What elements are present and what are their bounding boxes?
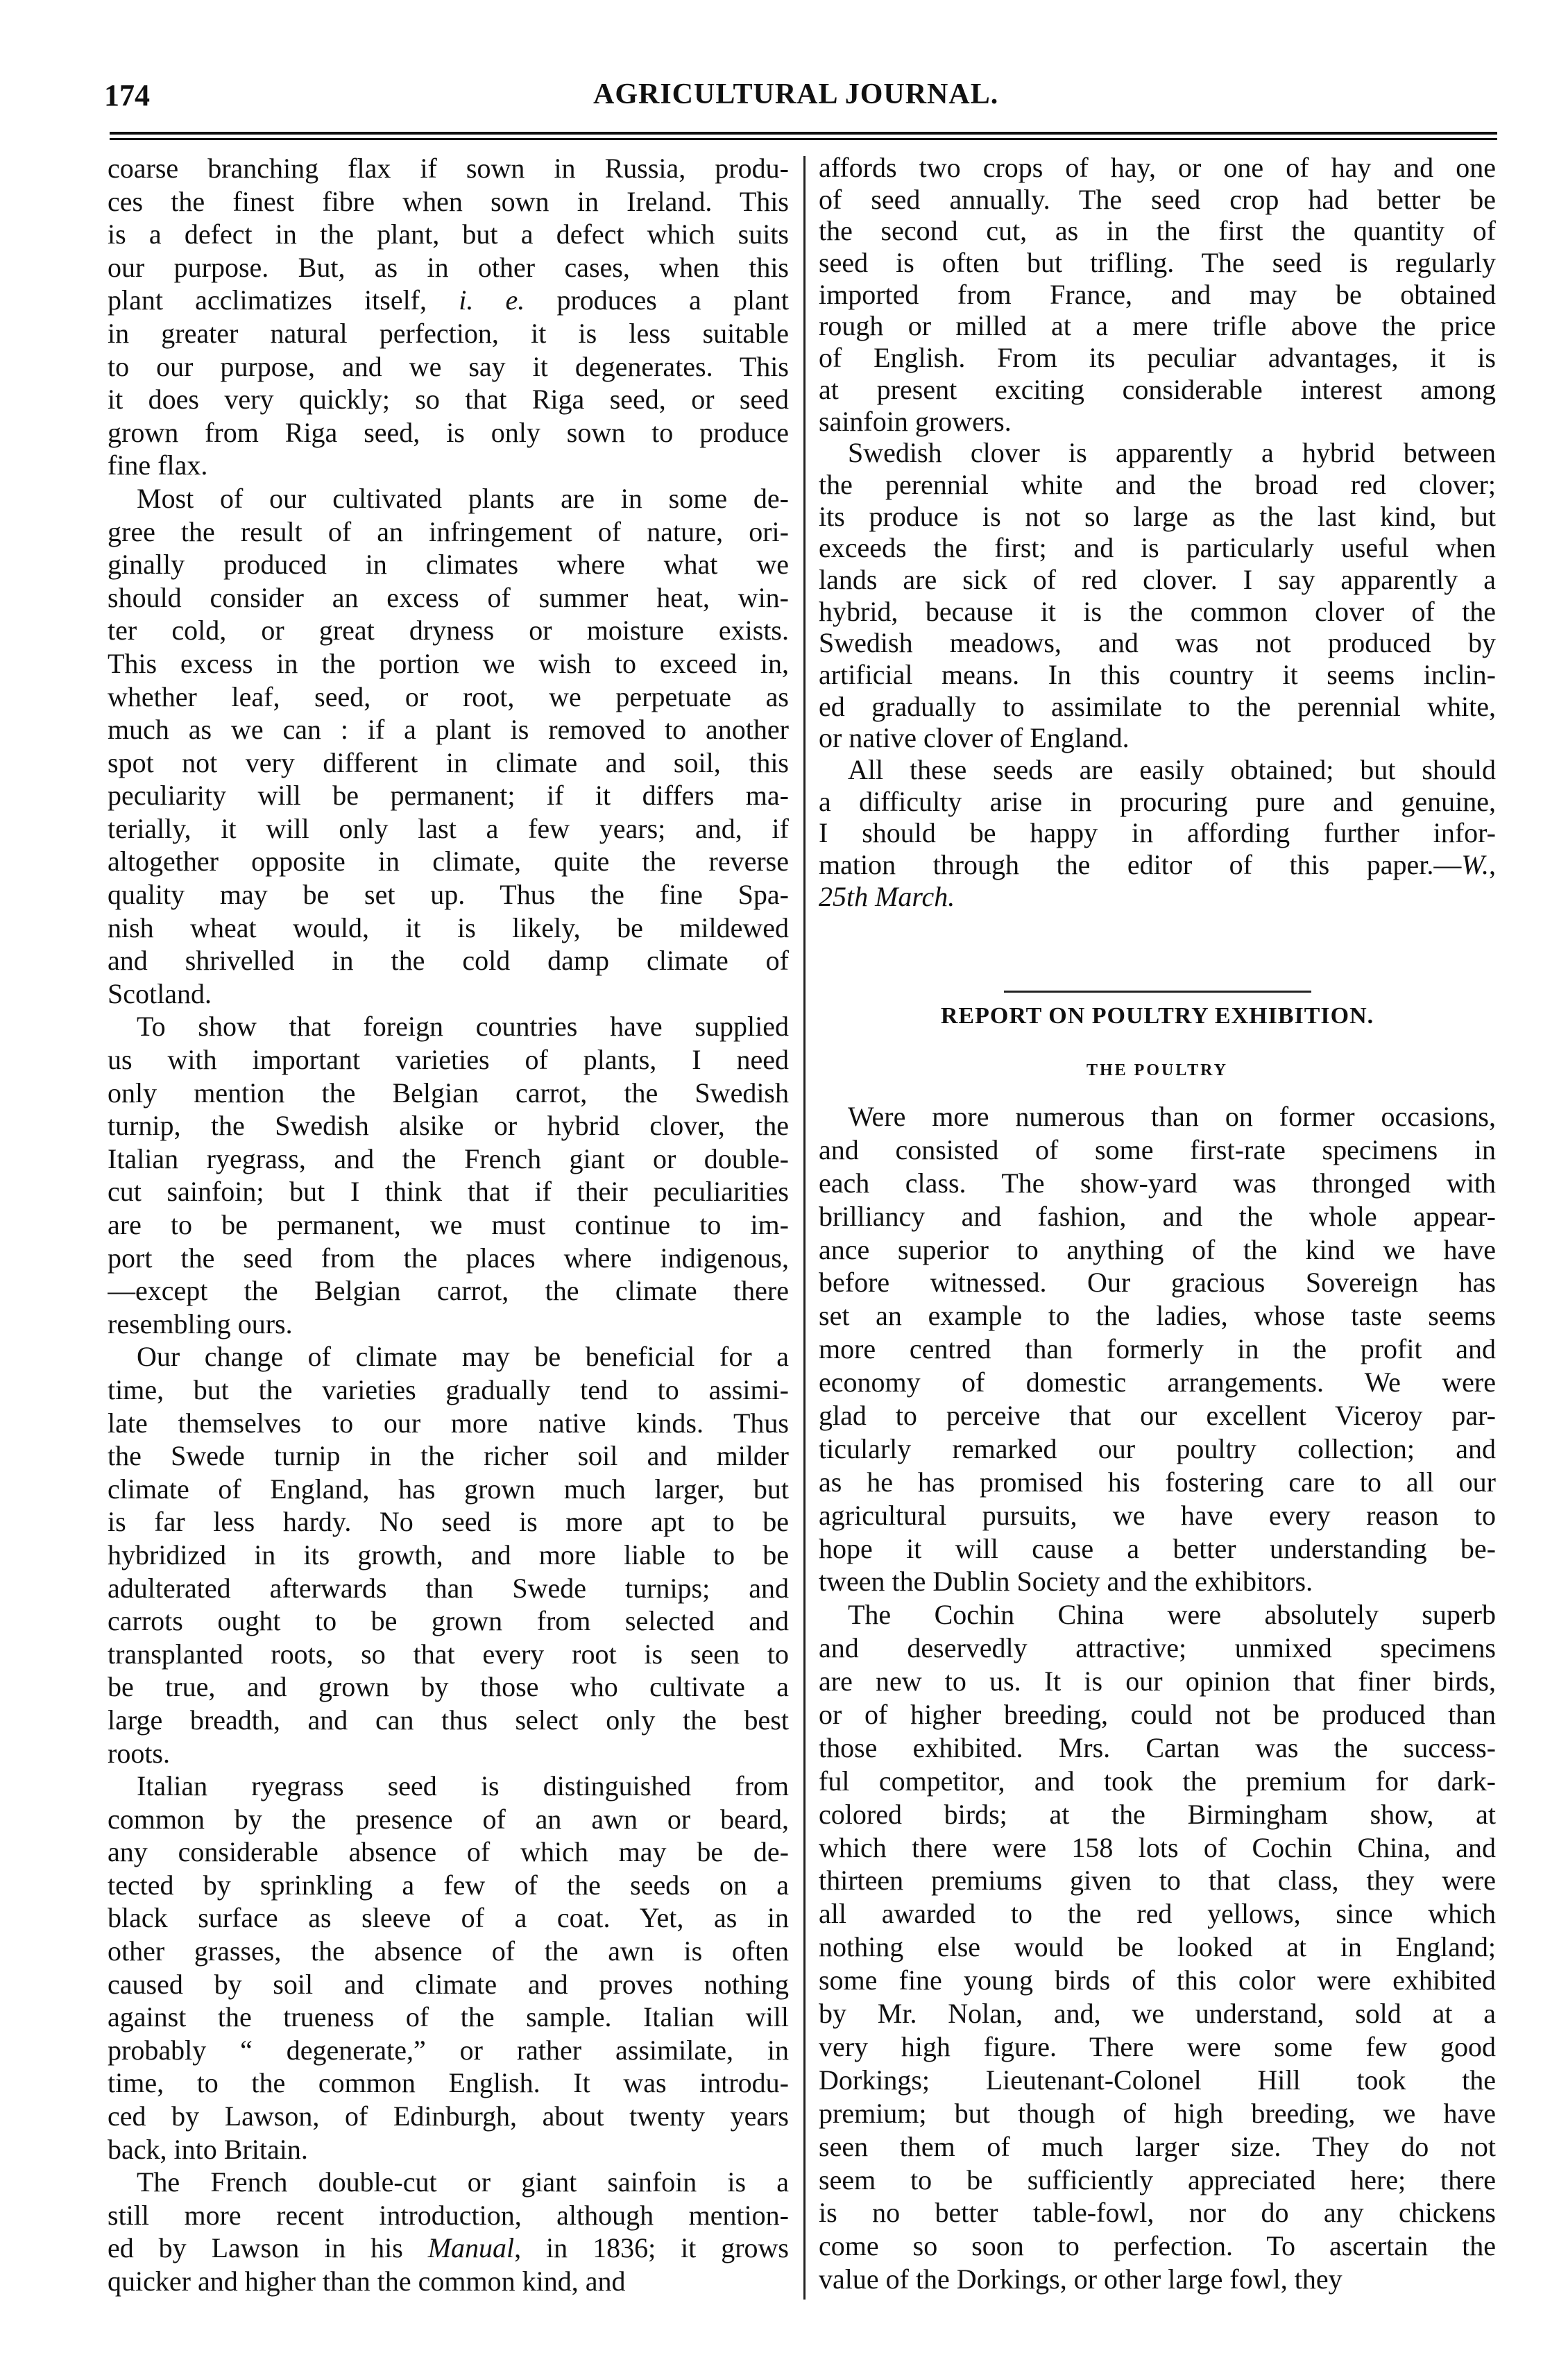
text-line: —except the Belgian carrot, the climate there (108, 1275, 789, 1307)
text-line: our purpose. But, as in other cases, when this (108, 251, 789, 283)
right-column-bottom (819, 1100, 1496, 2296)
text-line: ced by Lawson, of Edinburgh, about twenty years (108, 2100, 789, 2132)
text-line: other grasses, the absence of the awn is often (108, 1935, 789, 1967)
text-line: nish wheat would, it is likely, be mildewed (108, 911, 789, 943)
text-line: come so soon to perfection. To ascertain the (819, 2230, 1496, 2262)
text-line: sainfoin growers. (819, 405, 1012, 437)
text-line: be true, and grown by those who cultivate a (108, 1671, 789, 1703)
text-line: Most of our cultivated plants are in some de- (137, 482, 789, 514)
text-line: more centred than formerly in the profit and (819, 1333, 1496, 1365)
text-line: some fine young birds of this color were exhibited (819, 1964, 1496, 1996)
paragraph (108, 1010, 789, 1340)
text-line: Italian ryegrass seed is distinguished from (137, 1770, 789, 1802)
paragraph (819, 754, 1496, 912)
text-line: spot not very different in climate and soil, this (108, 746, 789, 778)
text-line: or native clover of England. (819, 722, 1130, 754)
text-line: against the trueness of the sample. Italian will (108, 2001, 789, 2033)
text-line: resembling ours. (108, 1308, 293, 1339)
text-line: brilliancy and fashion, and the whole appear- (819, 1200, 1496, 1232)
text-line: ginally produced in climates where what we (108, 549, 789, 581)
text-line: hybrid, because it is the common clover of the (819, 595, 1496, 627)
text-line: carrots ought to be grown from selected and (108, 1605, 789, 1637)
text-line: quality may be set up. Thus the fine Spa- (108, 879, 789, 911)
text-line: premium; but though of high breeding, we have (819, 2097, 1496, 2129)
text-line: cut sainfoin; but I think that if their peculiarities (108, 1176, 789, 1208)
text-line: ed gradually to assimilate to the perennial white, (819, 690, 1496, 722)
text-line: its produce is not so large as the last kind, but (819, 500, 1496, 532)
text-line: altogether opposite in climate, quite the reverse (108, 846, 789, 877)
text-line: terially, it will only last a few years; and, if (108, 812, 789, 844)
text-line: hope it will cause a better understanding be- (819, 1532, 1496, 1564)
text-line: economy of domestic arrangements. We were (819, 1367, 1496, 1398)
text-line: The French double-cut or giant sainfoin is a (137, 2166, 789, 2198)
paragraph (108, 1340, 789, 1770)
text-line: is a defect in the plant, but a defect which suits (108, 219, 789, 250)
text-line (819, 881, 1496, 913)
text-line: and deservedly attractive; unmixed specimens (819, 1632, 1496, 1664)
text-line: ter cold, or great dryness or moisture exists. (108, 615, 789, 647)
text-line: glad to perceive that our excellent Viceroy par- (819, 1400, 1496, 1432)
text-line: common by the presence of an awn or beard, (108, 1803, 789, 1835)
text-line: the second cut, as in the first the quantity of (819, 215, 1496, 247)
text-line: all awarded to the red yellows, since which (819, 1898, 1496, 1930)
text-line: affords two crops of hay, or one of hay and one (819, 152, 1496, 183)
text-line: ful competitor, and took the premium for dark- (819, 1765, 1496, 1797)
italic-text: Manual (427, 2232, 515, 2264)
text-line: in greater natural perfection, it is less suitable (108, 317, 789, 349)
paragraph (819, 152, 1496, 437)
paragraph (108, 2166, 789, 2297)
text-line: only mention the Belgian carrot, the Swedish (108, 1077, 789, 1108)
text-line: the perennial white and the broad red clover; (819, 468, 1496, 500)
section-subheading: THE POULTRY (1086, 1061, 1228, 1079)
text-line: still more recent introduction, although mention- (108, 2199, 789, 2231)
text-line: is no better table-fowl, nor do any chickens (819, 2197, 1496, 2229)
section-heading: REPORT ON POULTRY EXHIBITION. (940, 1003, 1374, 1029)
text-line: of seed annually. The seed crop had better be (819, 183, 1496, 215)
text-line: adulterated afterwards than Swede turnips; and (108, 1572, 789, 1604)
text-line: ed by Lawson in his Manual, in 1836; it grows (108, 2232, 789, 2264)
column-divider (803, 156, 806, 2300)
text-line: time, to the common English. It was introdu- (108, 2067, 789, 2099)
text-line: exceeds the first; and is particularly useful when (819, 532, 1496, 564)
italic-text: i. e. (459, 284, 525, 316)
text-line: by Mr. Nolan, and, we understand, sold at a (819, 1998, 1496, 2030)
text-line: whether leaf, seed, or root, we perpetuate as (108, 680, 789, 712)
text-line: turnip, the Swedish alsike or hybrid clover, the (108, 1110, 789, 1142)
text-line: Dorkings; Lieutenant-Colonel Hill took the (819, 2064, 1496, 2096)
header-rule-bottom (110, 138, 1497, 140)
text-line: fine flax. (108, 450, 208, 481)
text-line: seen them of much larger size. They do not (819, 2130, 1496, 2162)
header-rule-top (110, 132, 1497, 135)
paragraph (108, 152, 789, 482)
text-line: value of the Dorkings, or other large fowl, they (819, 2263, 1343, 2295)
text-line: grown from Riga seed, is only sown to produce (108, 416, 789, 448)
text-line: seem to be sufficiently appreciated here; there (819, 2164, 1496, 2195)
text-line: and consisted of some first-rate specimens in (819, 1133, 1496, 1165)
text-line: each class. The show-yard was thronged with (819, 1167, 1496, 1199)
text-line: I should be happy in affording further infor- (819, 817, 1496, 849)
text-line: tected by sprinkling a few of the seeds on a (108, 1869, 789, 1901)
text-line: back, into Britain. (108, 2133, 308, 2165)
italic-text: 25th March. (819, 880, 955, 912)
text-line: hybridized in its growth, and more liable to be (108, 1539, 789, 1570)
text-line: a difficulty arise in procuring pure and genuine, (819, 785, 1496, 817)
text-line: to our purpose, and we say it degenerates. This (108, 350, 789, 382)
text-line: To show that foreign countries have supplied (137, 1011, 789, 1043)
text-line: us with important varieties of plants, I need (108, 1044, 789, 1076)
text-line: before witnessed. Our gracious Sovereign has (819, 1267, 1496, 1299)
text-line: which there were 158 lots of Cochin China, and (819, 1831, 1496, 1863)
text-line: gree the result of an infringement of nature, ori- (108, 515, 789, 547)
text-line: ticularly remarked our poultry collection; and (819, 1432, 1496, 1464)
text-line: at present exciting considerable interest among (819, 373, 1496, 405)
page-number: 174 (104, 78, 150, 112)
text-line: agricultural pursuits, we have every reason to (819, 1499, 1496, 1531)
right-column-top (819, 152, 1496, 913)
text-line: lands are sick of red clover. I say apparently a (819, 563, 1496, 595)
text-line: of English. From its peculiar advantages, it is (819, 342, 1496, 374)
text-line: roots. (108, 1737, 170, 1769)
text-line: artificial means. In this country it seems inclin- (819, 659, 1496, 690)
text-line: should consider an excess of summer heat, win- (108, 581, 789, 613)
text-line: Swedish clover is apparently a hybrid between (848, 437, 1496, 469)
text-line: rough or milled at a mere trifle above the price (819, 310, 1496, 342)
text-line: This excess in the portion we wish to exceed in, (108, 647, 789, 679)
text-line: time, but the varieties gradually tend to assimi- (108, 1373, 789, 1405)
text-line: are new to us. It is our opinion that finer birds, (819, 1666, 1496, 1697)
text-line: it does very quickly; so that Riga seed, or seed (108, 384, 789, 416)
running-head: AGRICULTURAL JOURNAL. (593, 78, 999, 110)
paragraph (819, 437, 1496, 754)
text-line: peculiarity will be permanent; if it differs ma- (108, 780, 789, 812)
paragraph (819, 1100, 1496, 1598)
text-line: The Cochin China were absolutely superb (848, 1599, 1496, 1631)
text-line: ance superior to anything of the kind we have (819, 1233, 1496, 1265)
text-line: much as we can : if a plant is removed to another (108, 714, 789, 746)
text-line: as he has promised his fostering care to all our (819, 1466, 1496, 1498)
text-line: very high figure. There were some few good (819, 2030, 1496, 2062)
text-line: and shrivelled in the cold damp climate of (108, 945, 789, 977)
paragraph (108, 482, 789, 1011)
text-line: Swedish meadows, and was not produced by (819, 627, 1496, 659)
paragraph (108, 1770, 789, 2166)
text-line: Scotland. (108, 977, 212, 1009)
text-line: quicker and higher than the common kind, and (108, 2266, 626, 2297)
text-line: thirteen premiums given to that class, they were (819, 1865, 1496, 1897)
text-line: Our change of climate may be beneficial for a (137, 1341, 789, 1373)
text-line: seed is often but trifling. The seed is regularly (819, 247, 1496, 279)
text-line: is far less hardy. No seed is more apt to be (108, 1506, 789, 1538)
text-line: tween the Dublin Society and the exhibitors. (819, 1566, 1313, 1598)
text-line: mation through the editor of this paper.—W., (819, 849, 1496, 881)
text-line: colored birds; at the Birmingham show, at (819, 1798, 1496, 1830)
text-line: coarse branching flax if sown in Russia, produ- (108, 153, 789, 184)
left-column (108, 152, 789, 2298)
text-line: large breadth, and can thus select only the best (108, 1704, 789, 1736)
section-rule (1004, 991, 1311, 993)
text-line: climate of England, has grown much larger, but (108, 1473, 789, 1505)
text-line: are to be permanent, we must continue to im- (108, 1209, 789, 1240)
text-line: imported from France, and may be obtained (819, 278, 1496, 310)
text-line: ces the finest fibre when sown in Ireland. This (108, 185, 789, 217)
text-line: transplanted roots, so that every root is seen to (108, 1638, 789, 1670)
text-line: black surface as sleeve of a coat. Yet, as in (108, 1902, 789, 1934)
text-line: All these seeds are easily obtained; but should (848, 754, 1496, 786)
text-line: port the seed from the places where indigenous, (108, 1242, 789, 1274)
text-line: the Swede turnip in the richer soil and milder (108, 1440, 789, 1472)
text-line: those exhibited. Mrs. Cartan was the success- (819, 1731, 1496, 1763)
italic-text: W. (1461, 849, 1489, 881)
text-line: probably “ degenerate,” or rather assimilate, in (108, 2034, 789, 2066)
text-line: or of higher breeding, could not be produced than (819, 1699, 1496, 1731)
text-line: any considerable absence of which may be de- (108, 1836, 789, 1868)
text-line: Italian ryegrass, and the French giant or double- (108, 1142, 789, 1174)
text-line: plant acclimatizes itself, i. e. produces a plant (108, 284, 789, 316)
paragraph (819, 1598, 1496, 2296)
text-line: late themselves to our more native kinds. Thus (108, 1407, 789, 1439)
text-line: set an example to the ladies, whose taste seems (819, 1300, 1496, 1332)
text-line: nothing else would be looked at in England; (819, 1931, 1496, 1963)
text-line: Were more numerous than on former occasions, (848, 1101, 1496, 1132)
text-line: caused by soil and climate and proves nothing (108, 1968, 789, 2000)
